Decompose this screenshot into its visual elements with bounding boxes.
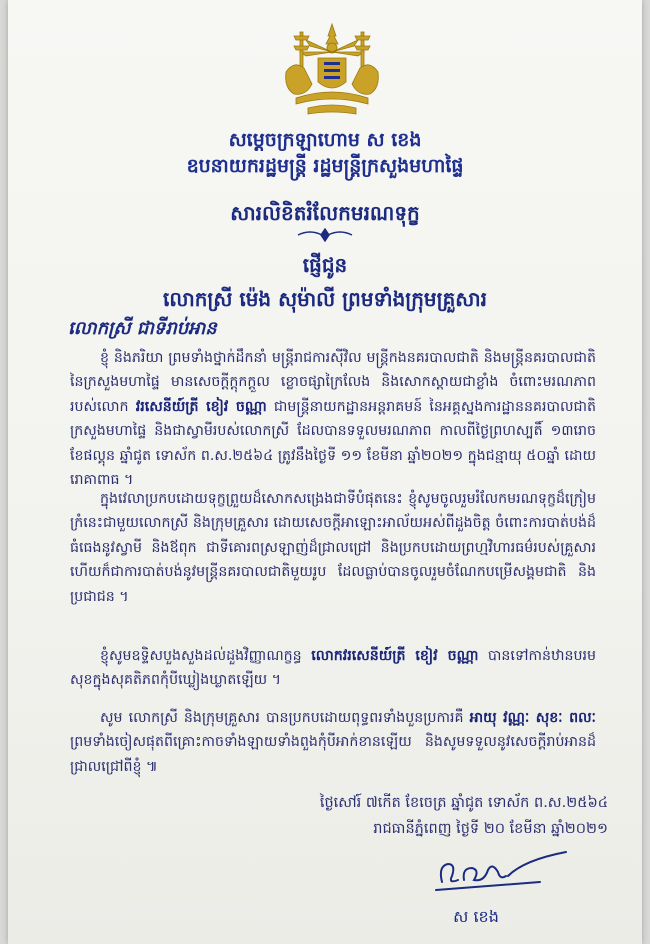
recipient-intro: ផ្ញើជូន: [302, 253, 348, 277]
body-paragraph-1: [70, 346, 596, 492]
blessings: អាយុ វណ្ណៈ សុខៈ ពលៈ: [469, 710, 596, 726]
flourish-divider-icon: [294, 228, 356, 242]
signatory-name: ស ខេង: [453, 907, 499, 926]
royal-coat-of-arms-icon: [276, 22, 388, 122]
p3-text-b: បានទៅកាន់ឋានបរមសុខក្នុងសុគតិភពកុំបីឃ្លៀងឃ្លាតឡើយ ។: [70, 648, 596, 689]
lunar-date: ថ្ងៃសៅរ៍ ៧កើត ខែចេត្រ ឆ្នាំជូត ទោស័ក ព.ស.២៥៦៤: [319, 795, 608, 811]
p3-text-a: ខ្ញុំសូមឧទ្ទិសបួងសួងដល់ដួងវិញ្ញាណក្ខន្ធ: [100, 648, 302, 664]
letter-paper: [8, 0, 642, 944]
p4-text-a: សូម លោកស្រី និងក្រុមគ្រួសារ បានប្រកបដោយពុទ្ធពរទាំងបួនប្រការគឺ: [100, 710, 464, 726]
body-paragraph-3: [70, 644, 596, 693]
body-paragraph-4: [70, 706, 596, 779]
sender-title: ឧបនាយករដ្ឋមន្ត្រី រដ្ឋមន្ត្រីក្រសួងមហាផ្ទៃ: [186, 155, 464, 177]
p4-text-b: ព្រមទាំងចៀសផុតពីគ្រោះកាចទាំងឡាយទាំងពួងកុំបីអាក់ខានឡើយ និងសូមទទួលនូវសេចក្ដីរាប់អានដ៏ជ្រាលជ្រៅពីខ្ញុំ ៕: [70, 734, 596, 775]
salutation: លោកស្រី ជាទីរាប់អាន: [68, 318, 217, 339]
p1-text-b: ជាមន្ត្រីនាយកដ្ឋានអន្តរាគមន៍ នៃអគ្គស្នងការដ្ឋាននគរបាលជាតិ ក្រសួងមហាផ្ទៃ និងជាស្វាមីរបស់លោកស្រី ដែលបានទទួលមរណភាព កាលពីថ្ងៃព្រហស្បតិ៍ ១៣រោច ខែផល្គុន ឆ្នាំជូត ទោស័ក ព.ស.២៥៦៤ ត្រូវនឹងថ្ងៃទី ១១ ខែមីនា ឆ្នាំ២០២១ ក្នុងជន្មាយុ ៥០ឆ្នាំ ដោយរោគាពាធ ។: [70, 398, 596, 489]
deceased-name-2: លោកវរសេនីយ៍ត្រី ខៀវ ចណ្ណា: [311, 648, 479, 664]
recipient-name: លោកស្រី ម៉េង សុម៉ាលី ព្រមទាំងក្រុមគ្រួសារ: [162, 287, 487, 311]
body-paragraph-2: ក្នុងវេលាប្រកបដោយទុក្ខព្រួយដ៏សោកសង្រេងជាទីបំផុតនេះ ខ្ញុំសូមចូលរួមរំលែកមរណទុក្ខដ៏ក្រៀមក្រំនេះជាមួយលោកស្រី និងក្រុមគ្រួសារ ដោយសេចក្ដីអាឡោះអាល័យអស់ពីដួងចិត្ត ចំពោះការបាត់បង់ដ៏ធំធេងនូវស្វាមី និងឪពុក ជាទីគោរពស្រឡាញ់ដ៏ជ្រាលជ្រៅ និងប្រកបដោយព្រហ្មវិហារធម៌របស់គ្រួសារ ហើយក៏ជាការបាត់បង់នូវមន្ត្រីនគរបាលជាតិមួយរូប ដែលធ្លាប់បានចូលរួមចំណែកបម្រើសង្គមជាតិ និងប្រជាជន ។: [70, 491, 596, 605]
handwritten-signature-icon: [428, 846, 578, 896]
letter-type-heading: សារលិខិតរំលែកមរណទុក្ខ: [230, 201, 420, 225]
sender-name: សម្ដេចក្រឡាហោម ស ខេង: [228, 129, 422, 151]
deceased-name: វរសេនីយ៍ត្រី ខៀវ ចណ្ណា: [135, 398, 267, 415]
p1-text-a: ខ្ញុំ និងភរិយា ព្រមទាំងថ្នាក់ដឹកនាំ មន្ត្រីរាជការស៊ីវិល មន្ត្រីកងនគរបាលជាតិ និងមន្ត្រីនគរបាលជាតិ នៃក្រសួងមហាផ្ទៃ មានសេចក្ដីក្ដុកក្ដួល ខ្លោចផ្សាក្រៃលែង និងសោកស្ដាយជាខ្លាំង ចំពោះមរណភាពរបស់លោក: [70, 350, 596, 415]
solar-date: រាជធានីភ្នំពេញ ថ្ងៃទី ២០ ខែមីនា ឆ្នាំ២០២១: [373, 821, 608, 837]
